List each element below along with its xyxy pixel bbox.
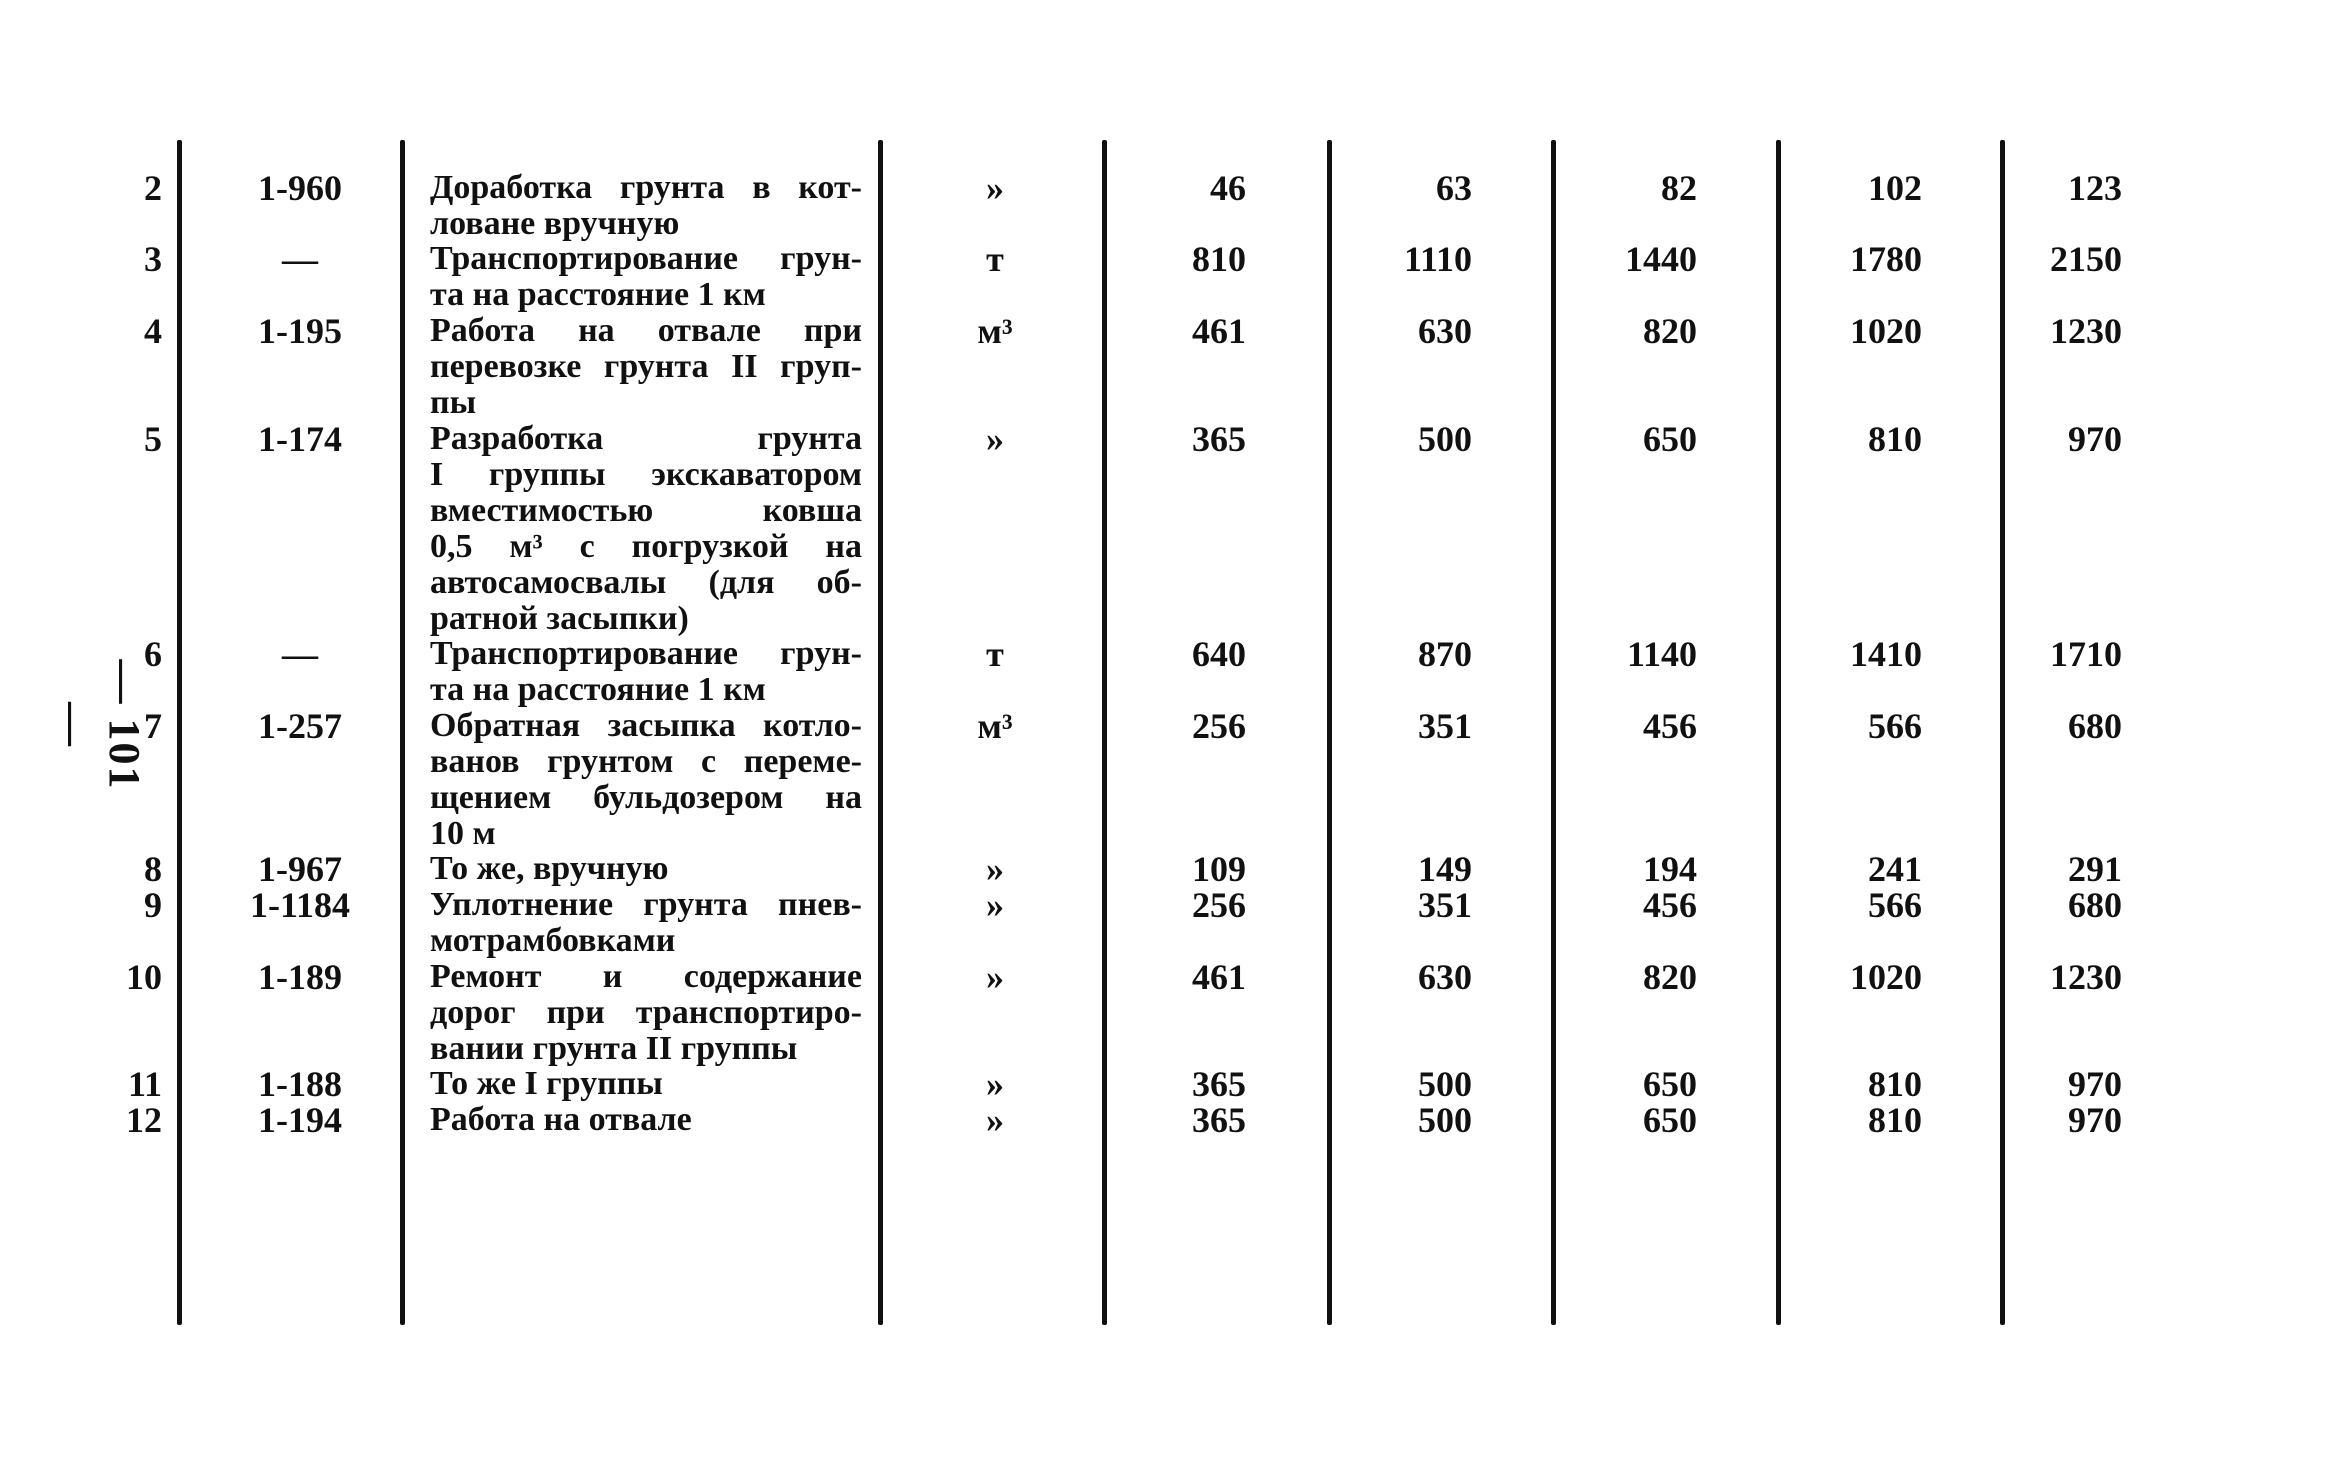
quantity-value: 1410 [1850,634,1922,674]
column-rule [177,140,182,1325]
description-line: перевозке грунта II груп- [430,348,862,385]
description-line: ратной засыпки) [430,600,689,637]
norm-code: — [282,239,318,279]
quantity-value: 566 [1868,885,1922,925]
description-line: Ремонт и содержание [430,958,862,995]
work-description [430,170,862,242]
quantity-value: 630 [1418,311,1472,351]
work-description [430,241,862,313]
quantity-value: 256 [1192,706,1246,746]
description-line: 0,5 м³ с погрузкой на [430,528,862,565]
quantity-value: 650 [1643,1064,1697,1104]
norm-code: 1-174 [258,419,342,459]
quantity-value: 650 [1643,1100,1697,1140]
unit: » [986,168,1004,208]
norm-code: 1-188 [258,1064,342,1104]
description-line: ловане вручную [430,205,680,242]
work-description [430,421,862,637]
quantity-value: 109 [1192,849,1246,889]
column-rule [878,140,883,1325]
quantity-value: 365 [1192,1100,1246,1140]
description-line: автосамосвалы (для об- [430,564,862,601]
description-line: То же I группы [430,1065,663,1102]
column-rule [400,140,405,1325]
description-line: вании грунта II группы [430,1030,798,1067]
description-line: дорог при транспортиро- [430,994,862,1031]
quantity-value: 630 [1418,957,1472,997]
quantity-value: 1710 [2050,634,2122,674]
row-number: 8 [144,849,162,889]
quantity-value: 1230 [2050,311,2122,351]
quantity-value: 810 [1868,1100,1922,1140]
description-line: вместимостью ковша [430,492,862,529]
description-line: Обратная засыпка котло- [430,707,862,744]
quantity-value: 1110 [1403,239,1472,279]
quantity-value: 680 [2068,885,2122,925]
row-number: 4 [144,311,162,351]
quantity-value: 1440 [1625,239,1697,279]
quantity-value: 102 [1868,168,1922,208]
row-number: 12 [126,1100,162,1140]
description-line: пы [430,384,477,421]
description-line: Доработка грунта в кот- [430,169,862,206]
work-description [430,887,862,959]
quantity-value: 63 [1436,168,1472,208]
quantity-value: 461 [1192,311,1246,351]
quantity-value: 640 [1192,634,1246,674]
quantity-value: 1020 [1850,957,1922,997]
work-description [430,1102,862,1138]
quantity-value: 650 [1643,419,1697,459]
description-line: щением бульдозером на [430,779,862,816]
quantity-value: 456 [1643,885,1697,925]
quantity-value: 2150 [2050,239,2122,279]
quantity-value: 970 [2068,1100,2122,1140]
unit: т [986,239,1004,279]
unit: т [986,634,1004,674]
description-line: та на расстояние 1 км [430,276,766,313]
work-description [430,636,862,708]
row-number: 10 [126,957,162,997]
work-description [430,1066,862,1102]
quantity-value: 123 [2068,168,2122,208]
description-line: Работа на отвале [430,1101,692,1138]
unit: » [986,419,1004,459]
quantity-value: 680 [2068,706,2122,746]
column-rule [1551,140,1556,1325]
quantity-value: 351 [1418,885,1472,925]
quantity-value: 500 [1418,1064,1472,1104]
quantity-value: 810 [1192,239,1246,279]
quantity-value: 500 [1418,419,1472,459]
quantity-value: 365 [1192,1064,1246,1104]
row-number: 2 [144,168,162,208]
quantity-value: 500 [1418,1100,1472,1140]
quantity-value: 1140 [1626,634,1697,674]
quantity-value: 456 [1643,706,1697,746]
norm-code: 1-194 [258,1100,342,1140]
quantity-value: 256 [1192,885,1246,925]
unit: » [986,885,1004,925]
quantity-value: 970 [2068,1064,2122,1104]
row-number: 3 [144,239,162,279]
description-line: I группы экскаватором [430,456,862,493]
quantity-value: 870 [1418,634,1472,674]
quantity-value: 1230 [2050,957,2122,997]
description-line: Разработка грунта [430,420,862,457]
unit: » [986,1064,1004,1104]
description-line: ванов грунтом с переме- [430,743,862,780]
quantity-value: 820 [1643,957,1697,997]
page-number: — 101 — [49,659,149,791]
quantity-value: 194 [1643,849,1697,889]
quantity-value: 1020 [1850,311,1922,351]
unit: м³ [977,311,1013,351]
row-number: 6 [144,634,162,674]
description-line: Транспортирование грун- [430,240,862,277]
quantity-value: 241 [1868,849,1922,889]
quantity-value: 149 [1418,849,1472,889]
unit: » [986,1100,1004,1140]
quantity-value: 810 [1868,419,1922,459]
description-line: Работа на отвале при [430,312,862,349]
unit: м³ [977,706,1013,746]
quantity-value: 365 [1192,419,1246,459]
description-line: Транспортирование грун- [430,635,862,672]
row-number: 5 [144,419,162,459]
quantity-value: 566 [1868,706,1922,746]
quantity-value: 46 [1210,168,1246,208]
row-number: 11 [127,1064,162,1104]
norm-code: 1-967 [258,849,342,889]
description-line: мотрамбовками [430,922,676,959]
column-rule [1776,140,1781,1325]
norm-code: 1-195 [258,311,342,351]
work-description [430,313,862,421]
work-description [430,851,862,887]
quantity-value: 810 [1868,1064,1922,1104]
work-description [430,959,862,1067]
quantity-value: 970 [2068,419,2122,459]
norm-code: 1-189 [258,957,342,997]
unit: » [986,957,1004,997]
description-line: То же, вручную [430,850,669,887]
row-number: 7 [144,706,162,746]
unit: » [986,849,1004,889]
quantity-value: 291 [2068,849,2122,889]
description-line: Уплотнение грунта пнев- [430,886,862,923]
norm-code: 1-257 [258,706,342,746]
description-line: та на расстояние 1 км [430,671,766,708]
description-line: 10 м [430,815,496,852]
quantity-value: 82 [1661,168,1697,208]
quantity-value: 1780 [1850,239,1922,279]
quantity-value: 461 [1192,957,1246,997]
norm-code: — [282,634,318,674]
quantity-value: 820 [1643,311,1697,351]
work-description [430,708,862,852]
norm-code: 1-960 [258,168,342,208]
row-number: 9 [144,885,162,925]
norm-code: 1-1184 [249,885,350,925]
quantity-value: 351 [1418,706,1472,746]
